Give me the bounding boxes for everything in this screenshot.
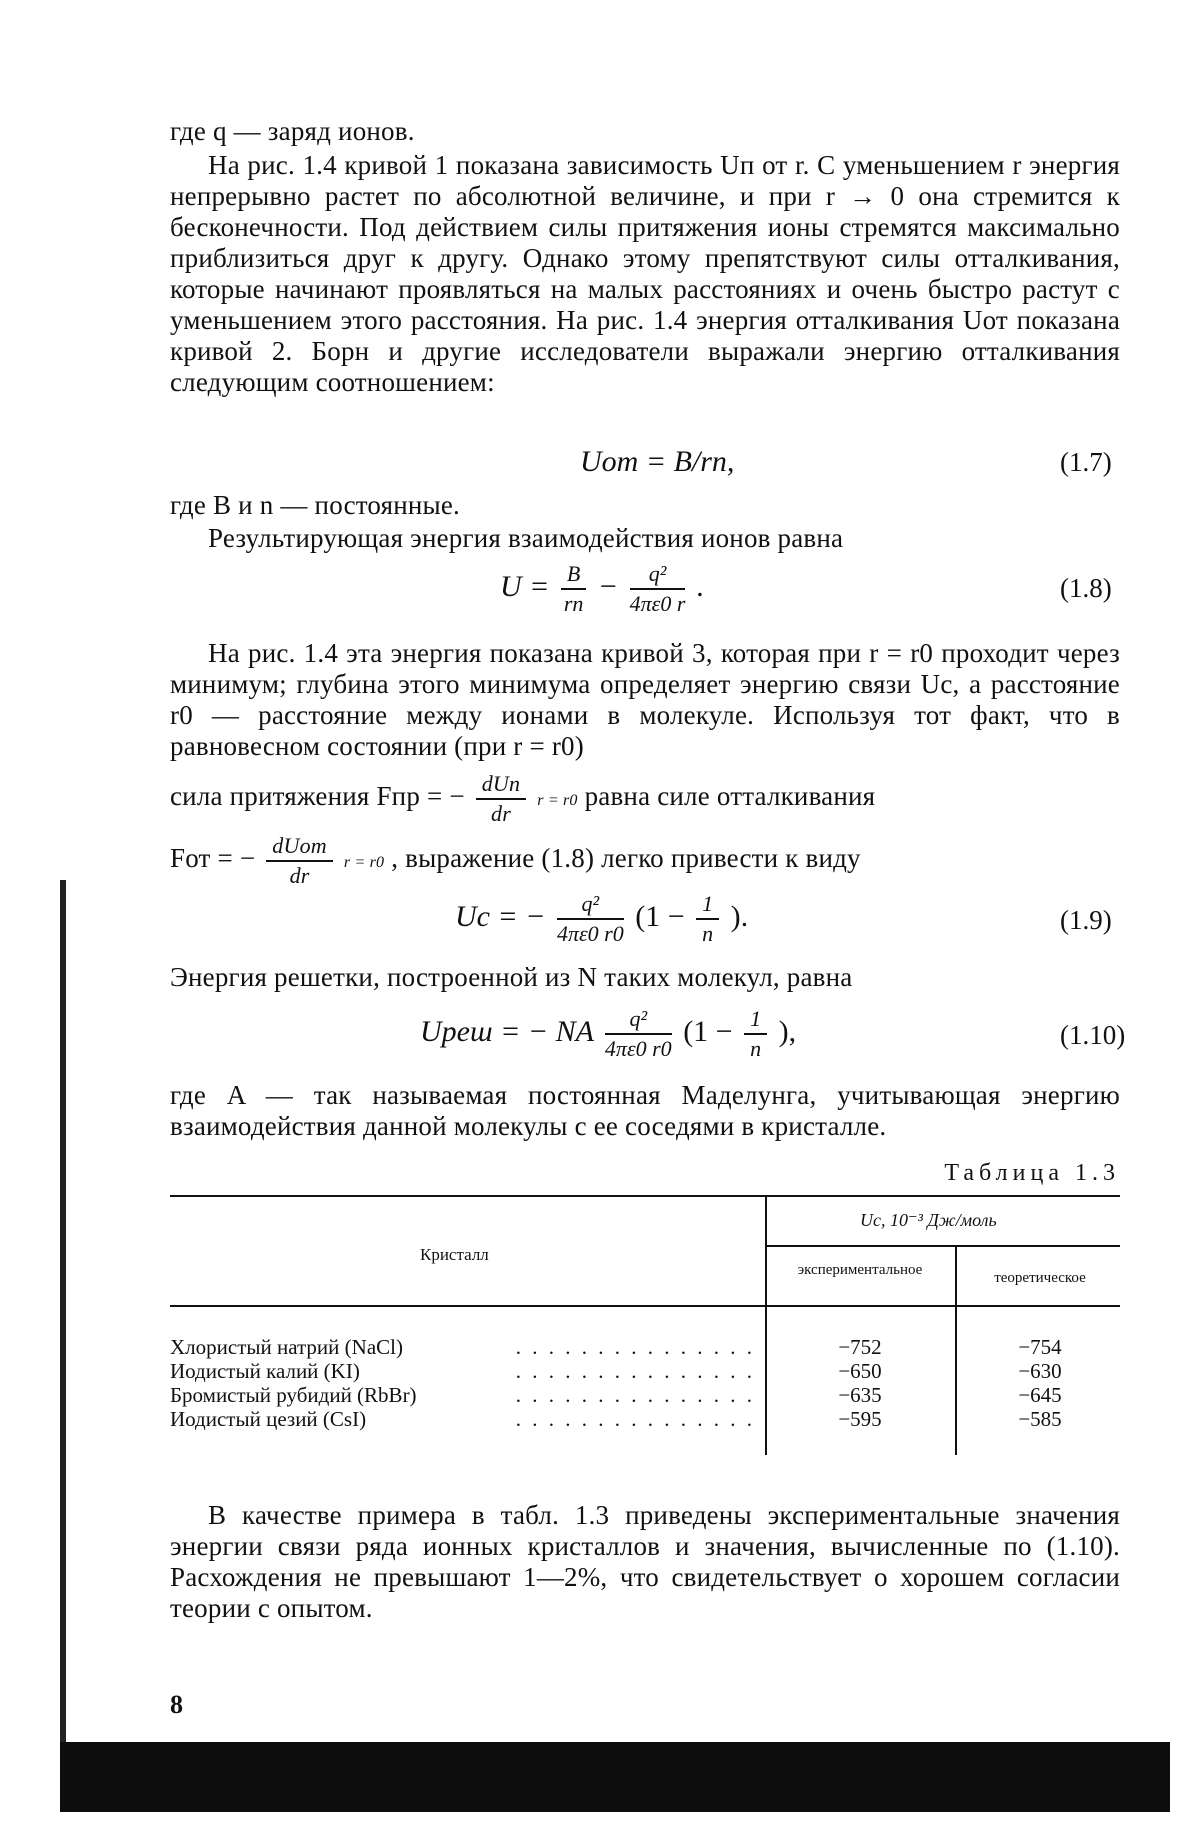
table-cell-theoretical: −645 (1018, 1383, 1062, 1407)
table-cell-experimental: −595 (838, 1407, 882, 1431)
table-cell-experimental: −752 (838, 1335, 882, 1359)
fraction-denominator: n (750, 1036, 762, 1061)
fraction-denominator: 4πε0 r0 (556, 921, 624, 946)
subscript-r-r0: r = r0 (343, 854, 385, 872)
paragraph-example (170, 1500, 1120, 1624)
fraction-numerator: q² (557, 890, 624, 920)
equation-number-1-7: (1.7) (1060, 447, 1112, 477)
text-madelung: где A — так называемая постоянная Маделунга, учитывающая энергию взаимодействия данной молекулы с ее соседями в кристалле. (170, 1080, 1120, 1141)
formula-1-9 (455, 890, 748, 948)
paragraph-resulting-energy (170, 523, 1120, 554)
fraction-dUot-dr (266, 832, 333, 890)
fraction-numerator: 1 (744, 1005, 767, 1035)
table-cell-crystal: Бромистый рубидий (RbBr) (170, 1383, 417, 1407)
formula-1-10-fraction-2 (744, 1005, 767, 1063)
fraction-numerator: 1 (696, 890, 719, 920)
text-resulting-energy: Результирующая энергия взаимодействия ионов равна (208, 523, 844, 553)
table-divider-vertical-1 (765, 1195, 767, 1455)
table-leader-dots (500, 1359, 755, 1384)
table-subheader-rule (765, 1245, 1120, 1247)
table-cell-crystal: Иодистый цезий (CsI) (170, 1407, 367, 1431)
scan-bottom-band (60, 1742, 1170, 1812)
paragraph-charge (170, 116, 1120, 147)
formula-1-9-fraction-2 (696, 890, 719, 948)
table-header-crystal: Кристалл (420, 1245, 489, 1264)
equation-number-1-8: (1.8) (1060, 573, 1112, 603)
open-paren: (1 − (683, 1014, 733, 1048)
formula-1-7 (580, 445, 734, 479)
table-header-rule (170, 1305, 1120, 1307)
subscript-r-r0: r = r0 (537, 792, 578, 810)
text-repulsion-equal: равна силе отталкивания (584, 781, 876, 812)
table-header-theoretical: теоретическое (994, 1270, 1086, 1286)
formula-1-7-expression: Uот = B/rn, (580, 445, 735, 478)
paragraph-lattice-energy (170, 962, 1120, 993)
close-paren: ). (730, 899, 749, 933)
formula-1-10-fraction-1 (605, 1005, 672, 1063)
table-cell-experimental: −650 (838, 1359, 882, 1383)
fraction-dUp-dr (476, 770, 527, 828)
text-example: В качестве примера в табл. 1.3 приведены экспериментальные значения энергии связи ряда ионных кристаллов и значения, вычисленные по (1.10). Расхождения не превышают 1—2%, что свидетельствует о хорошем согласии теории с опытом. (170, 1500, 1120, 1623)
formula-1-9-lhs: Uс = − (455, 899, 546, 933)
table-header-experimental: экспериментальное (797, 1262, 923, 1278)
formula-end: . (696, 569, 705, 603)
paragraph-constants (170, 490, 1120, 521)
paragraph-curve-3 (170, 638, 1120, 762)
fraction-numerator: q² (605, 1005, 672, 1035)
formula-1-8-fraction-1 (561, 560, 586, 618)
scan-left-edge (60, 880, 66, 1780)
equation-number-1-9: (1.9) (1060, 905, 1112, 935)
text-repulsion-force: Fот = − (170, 843, 256, 874)
table-cell-theoretical: −585 (1018, 1407, 1062, 1431)
equation-number-1-10: (1.10) (1060, 1020, 1126, 1050)
fraction-denominator: n (702, 921, 714, 946)
table-cell-crystal: Хлористый натрий (NaCl) (170, 1335, 403, 1359)
fraction-denominator: rn (563, 591, 584, 616)
text-attraction-force: сила притяжения Fпр = − (170, 781, 465, 812)
formula-1-8 (500, 560, 704, 618)
table-top-rule (170, 1195, 1120, 1197)
table-divider-vertical-2 (955, 1245, 957, 1455)
text-curve-3: На рис. 1.4 эта энергия показана кривой 3, которая при r = r0 проходит через минимум; глубина этого минимума определяет энергию связи Uс, а расстояние r0 — расстояние между ионами в молекуле. Используя тот факт, что в равновесном состоянии (при r = r0) (170, 638, 1120, 761)
fraction-numerator: dUп (476, 770, 527, 800)
table-cell-theoretical: −754 (1018, 1335, 1062, 1359)
paragraph-madelung (170, 1080, 1120, 1142)
text-bring-to-form: , выражение (1.8) легко привести к виду (391, 843, 861, 874)
open-paren: (1 − (635, 899, 685, 933)
page-number: 8 (170, 1690, 183, 1719)
fraction-denominator: 4πε0 r (629, 591, 686, 616)
text-charge-def: где q — заряд ионов. (170, 116, 415, 146)
table-leader-dots (500, 1407, 755, 1432)
fraction-denominator: dr (289, 863, 310, 888)
fraction-denominator: dr (491, 801, 511, 826)
fraction-numerator: q² (630, 560, 686, 590)
fraction-denominator: 4πε0 r0 (604, 1036, 672, 1061)
table-header-uc: Uс, 10⁻³ Дж/моль (860, 1210, 997, 1230)
paragraph-repulsion-force (170, 832, 1120, 888)
text-energy-dependence: На рис. 1.4 кривой 1 показана зависимость Uп от r. С уменьшением r энергия непрерывно растет по абсолютной величине, и при r → 0 она стремится к бесконечности. Под действием силы притяжения ионы стремятся максимально приблизиться друг к другу. Однако этому препятствуют силы отталкивания, которые начинают проявляться на малых расстояниях и очень быстро растут с уменьшением этого расстояния. На рис. 1.4 энергия отталкивания Uот показана кривой 2. Борн и другие исследователи выражали энергию отталкивания следующим соотношением: (170, 150, 1120, 397)
paragraph-attraction-force (170, 770, 1120, 826)
formula-1-9-fraction-1 (557, 890, 624, 948)
table-cell-theoretical: −630 (1018, 1359, 1062, 1383)
fraction-numerator: B (561, 560, 586, 590)
formula-1-10-lhs: Uреш = − NA (420, 1014, 594, 1048)
close-paren: ), (778, 1014, 797, 1048)
formula-1-10 (420, 1005, 796, 1063)
minus-sign: − (597, 569, 619, 603)
table-cell-experimental: −635 (838, 1383, 882, 1407)
paragraph-energy-dependence (170, 150, 1120, 398)
table-caption: Таблица 1.3 (944, 1160, 1120, 1186)
table-leader-dots (500, 1335, 755, 1360)
text-constants: где B и n — постоянные. (170, 490, 460, 520)
fraction-numerator: dUот (266, 832, 333, 862)
text-lattice-energy: Энергия решетки, построенной из N таких молекул, равна (170, 962, 853, 992)
table-cell-crystal: Иодистый калий (KI) (170, 1359, 360, 1383)
table-leader-dots (500, 1383, 755, 1408)
formula-1-8-lhs: U = (500, 569, 550, 603)
formula-1-8-fraction-2 (630, 560, 686, 618)
